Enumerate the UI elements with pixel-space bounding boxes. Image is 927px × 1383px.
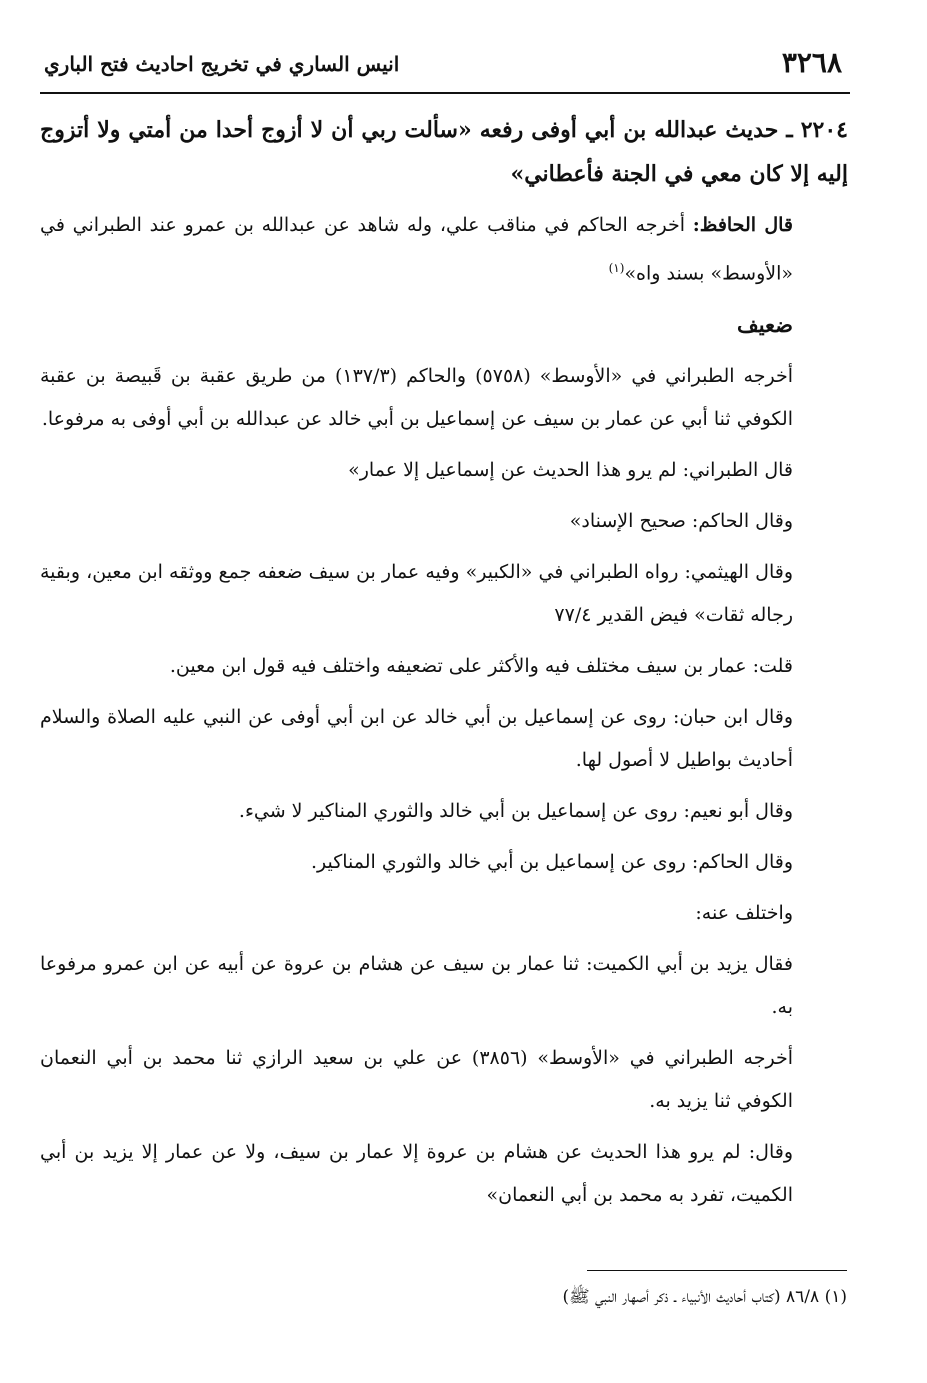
paragraph-haythami-quote: وقال الهيثمي: رواه الطبراني في «الكبير» وفيه عمار بن سيف ضعفه جمع ووثقه ابن معين، وبقية رجاله ثقات» فيض القدير ٧٧/٤ xyxy=(40,561,793,627)
grade-label: ضعيف xyxy=(736,312,793,338)
paragraph-yazid: فقال يزيد بن أبي الكميت: ثنا عمار بن سيف عن هشام بن عروة عن أبيه عن ابن عمرو مرفوعا به. xyxy=(40,953,793,1019)
page-header xyxy=(40,44,850,94)
paragraph-variation: واختلف عنه: xyxy=(695,902,793,925)
paragraph-takhrij: أخرجه الطبراني في «الأوسط» (٥٧٥٨) والحاكم (١٣٧/٣) من طريق عقبة بن قَبيصة بن عقبة الكوفي ثنا أبي عن عمار بن سيف عن إسماعيل بن أبي خالد عن عبدالله بن أبي أوفى به مرفوعا. xyxy=(40,365,793,431)
paragraph-hakim-quote: وقال الحاكم: صحيح الإسناد» xyxy=(569,510,793,533)
paragraph-hakim-narrators: وقال الحاكم: روى عن إسماعيل بن أبي خالد والثوري المناكير. xyxy=(310,851,793,874)
paragraph-abu-nuaym: وقال أبو نعيم: روى عن إسماعيل بن أبي خالد والثوري المناكير لا شيء. xyxy=(238,800,793,823)
footnote-reference: (١) xyxy=(608,261,625,275)
hafiz-lead: قال الحافظ: xyxy=(692,214,794,236)
footnote: (١) ٨٦/٨ (كتاب أحاديث الأنبياء ـ ذكر أصهار النبي ﷺ) xyxy=(562,1287,847,1307)
page-number: ٣٢٦٨ xyxy=(781,46,842,79)
paragraph-tabarani-awsat: أخرجه الطبراني في «الأوسط» (٣٨٥٦) عن علي بن سعيد الرازي ثنا محمد بن أبي النعمان الكوفي ثنا يزيد به. xyxy=(40,1047,793,1113)
hadith-heading: ٢٢٠٤ ـ حديث عبدالله بن أبي أوفى رفعه «سألت ربي أن لا أزوج أحدا من أمتي ولا أتزوج إليه إلا كان معي في الجنة فأعطاني» xyxy=(40,117,848,187)
paragraph-final-quote: وقال: لم يرو هذا الحديث عن هشام بن عروة إلا عمار بن سيف، ولا عن عمار إلا يزيد بن أبي الكميت، تفرد به محمد بن أبي النعمان» xyxy=(40,1141,793,1207)
hafiz-paragraph xyxy=(40,204,848,295)
paragraph-ibn-hibban: وقال ابن حبان: روى عن إسماعيل بن أبي خالد عن ابن أبي أوفى عن النبي عليه الصلاة والسلام أحاديث بواطيل لا أصول لها. xyxy=(40,706,793,772)
paragraph-tabarani-quote: قال الطبراني: لم يرو هذا الحديث عن إسماعيل إلا عمار» xyxy=(348,459,793,482)
footnote-divider xyxy=(587,1270,847,1271)
paragraph-author-note: قلت: عمار بن سيف مختلف فيه والأكثر على تضعيفه واختلف فيه قول ابن معين. xyxy=(169,655,793,678)
running-title: انيس الساري في تخريج احاديث فتح الباري xyxy=(44,52,400,76)
hafiz-text: أخرجه الحاكم في مناقب علي، وله شاهد عن عبدالله بن عمرو عند الطبراني في «الأوسط» بسند واه» xyxy=(40,214,793,285)
page-body xyxy=(40,108,848,1225)
